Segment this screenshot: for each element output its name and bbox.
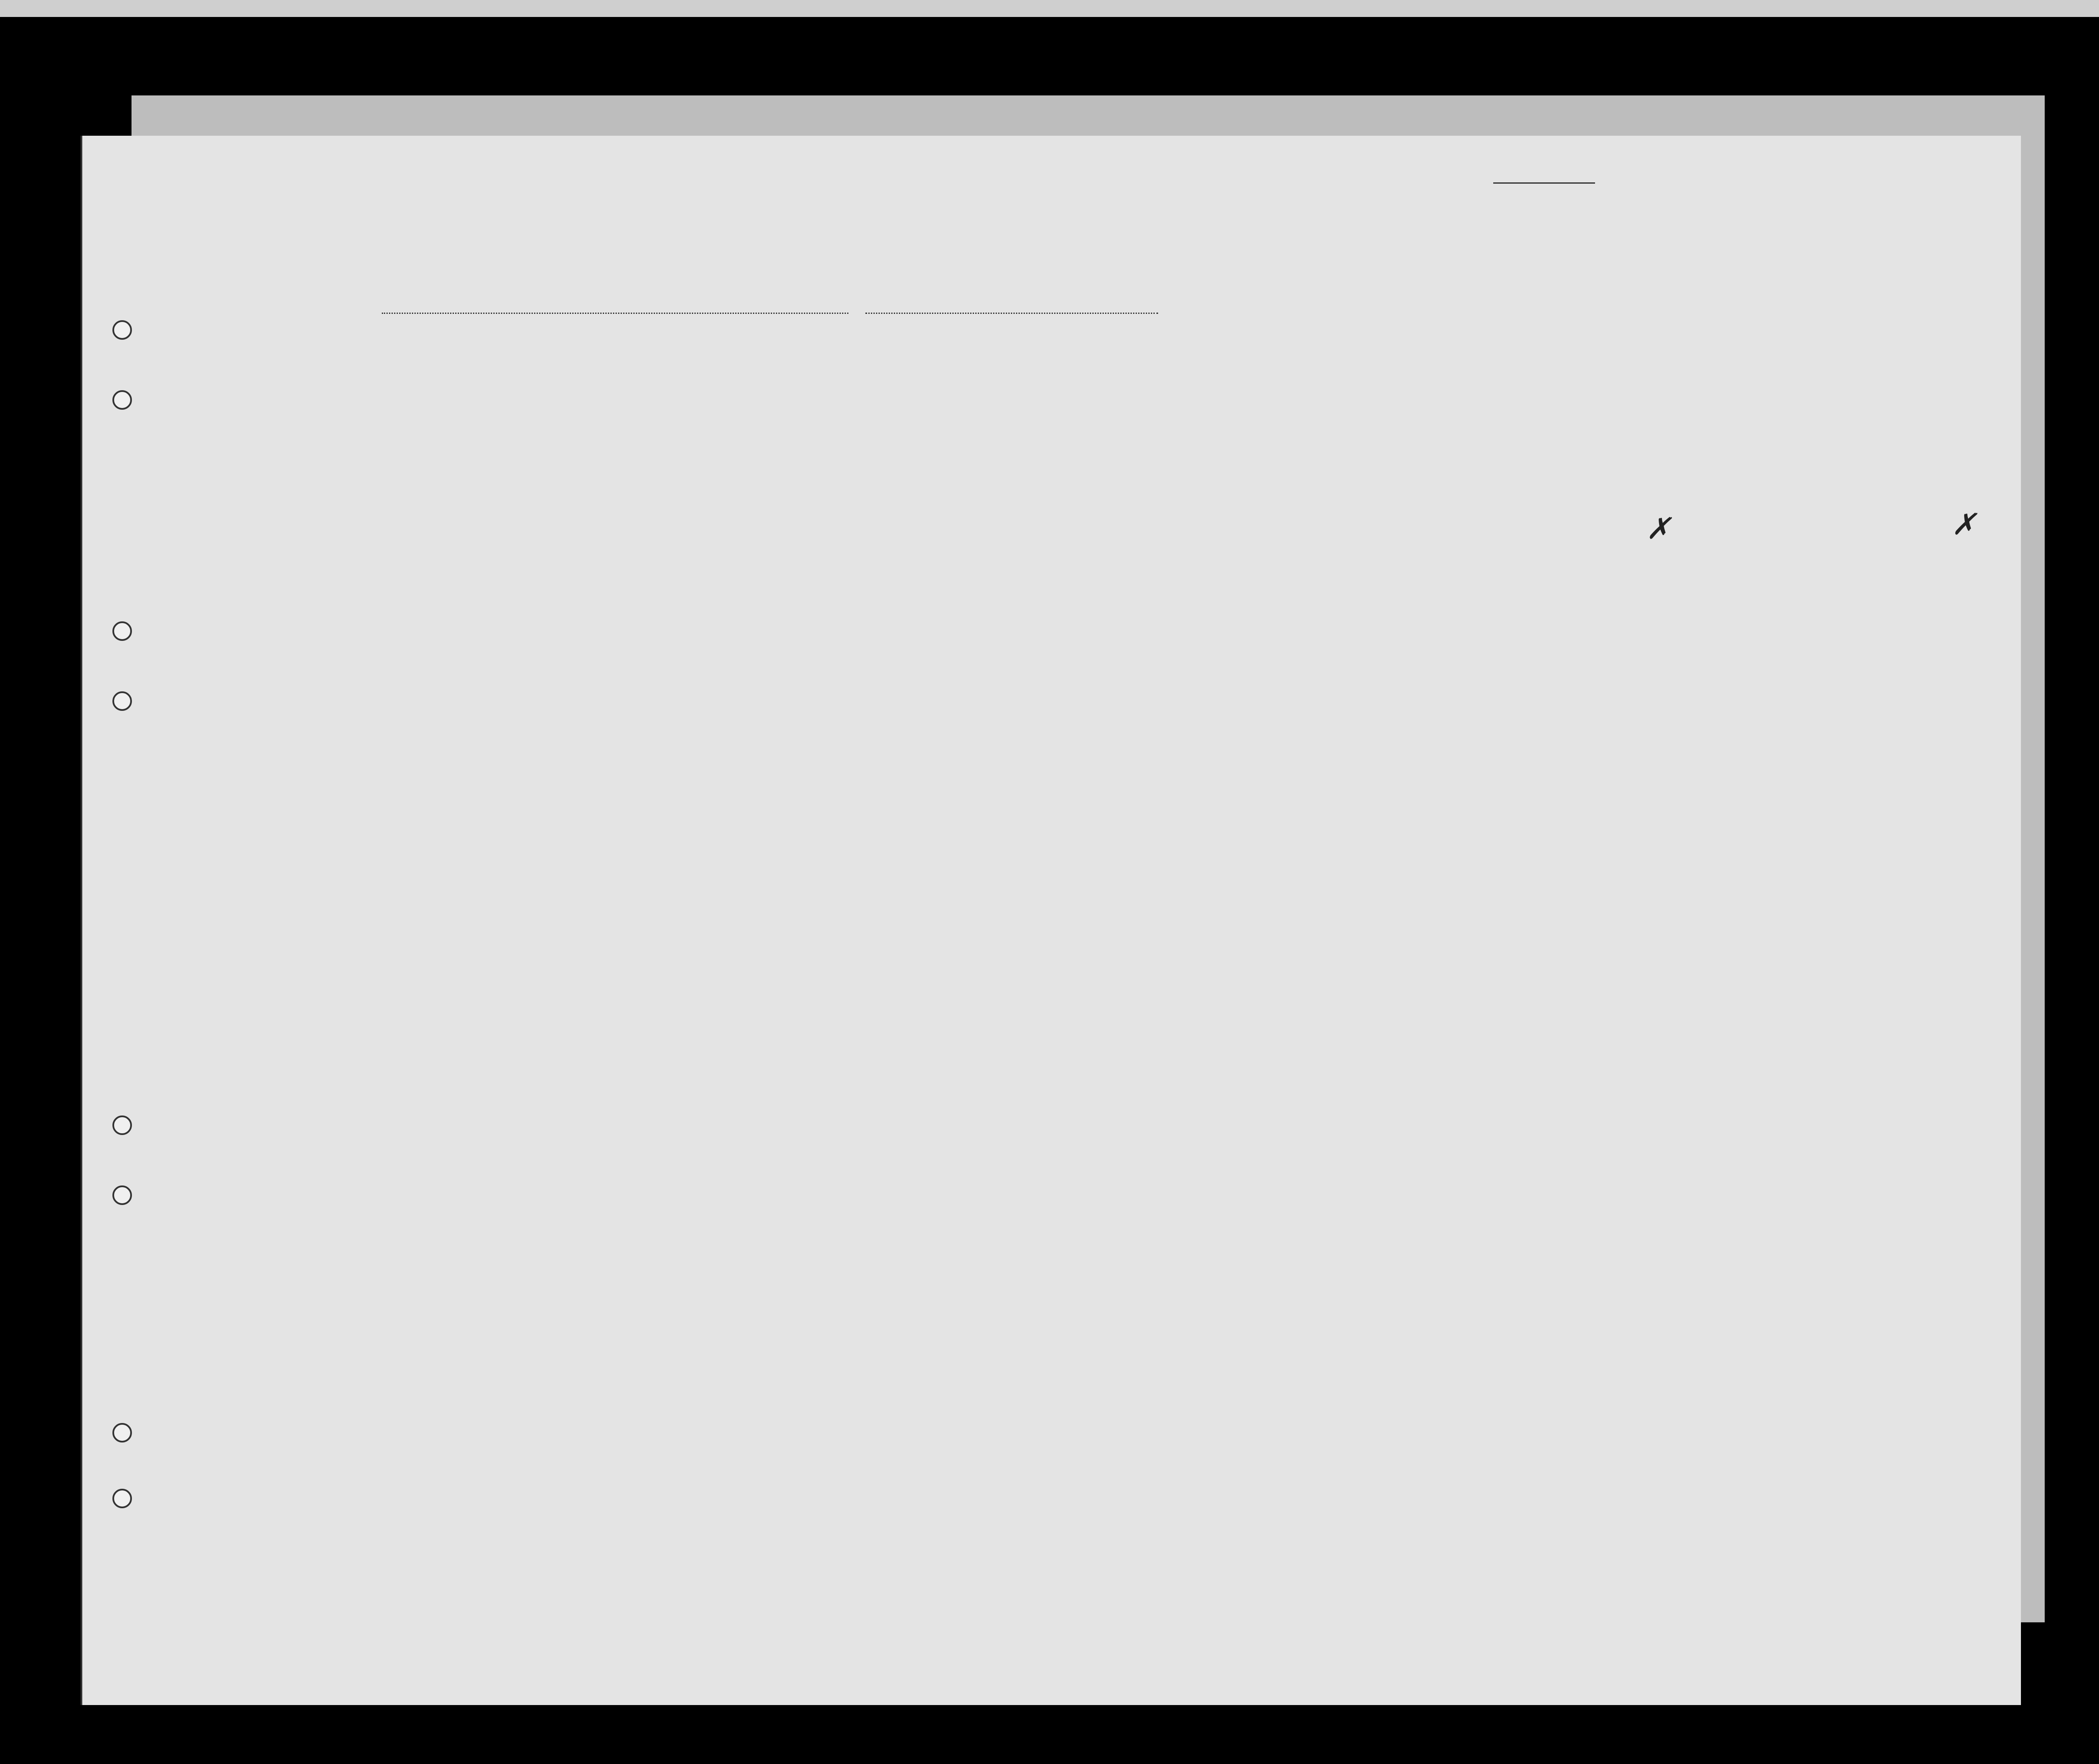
binder-hole [112, 390, 132, 410]
hw-check-mark-left: ✗ [1646, 511, 1671, 546]
header-purpose-1 [730, 386, 764, 488]
header-q26 [1024, 373, 1046, 488]
binder-hole [112, 691, 132, 711]
binder-hole [112, 1185, 132, 1205]
header-prison [859, 373, 884, 488]
binder-hole [112, 1423, 132, 1443]
header-q24 [931, 373, 969, 488]
binder-hole [112, 1489, 132, 1508]
binder-hole [112, 1115, 132, 1135]
header-purpose-2 [773, 386, 798, 488]
hw-check-mark-right: ✗ [1951, 507, 1976, 542]
header-purpose-3 [814, 386, 840, 488]
binder-hole [112, 621, 132, 641]
binder-hole [112, 320, 132, 340]
header-q25 [980, 373, 1014, 488]
